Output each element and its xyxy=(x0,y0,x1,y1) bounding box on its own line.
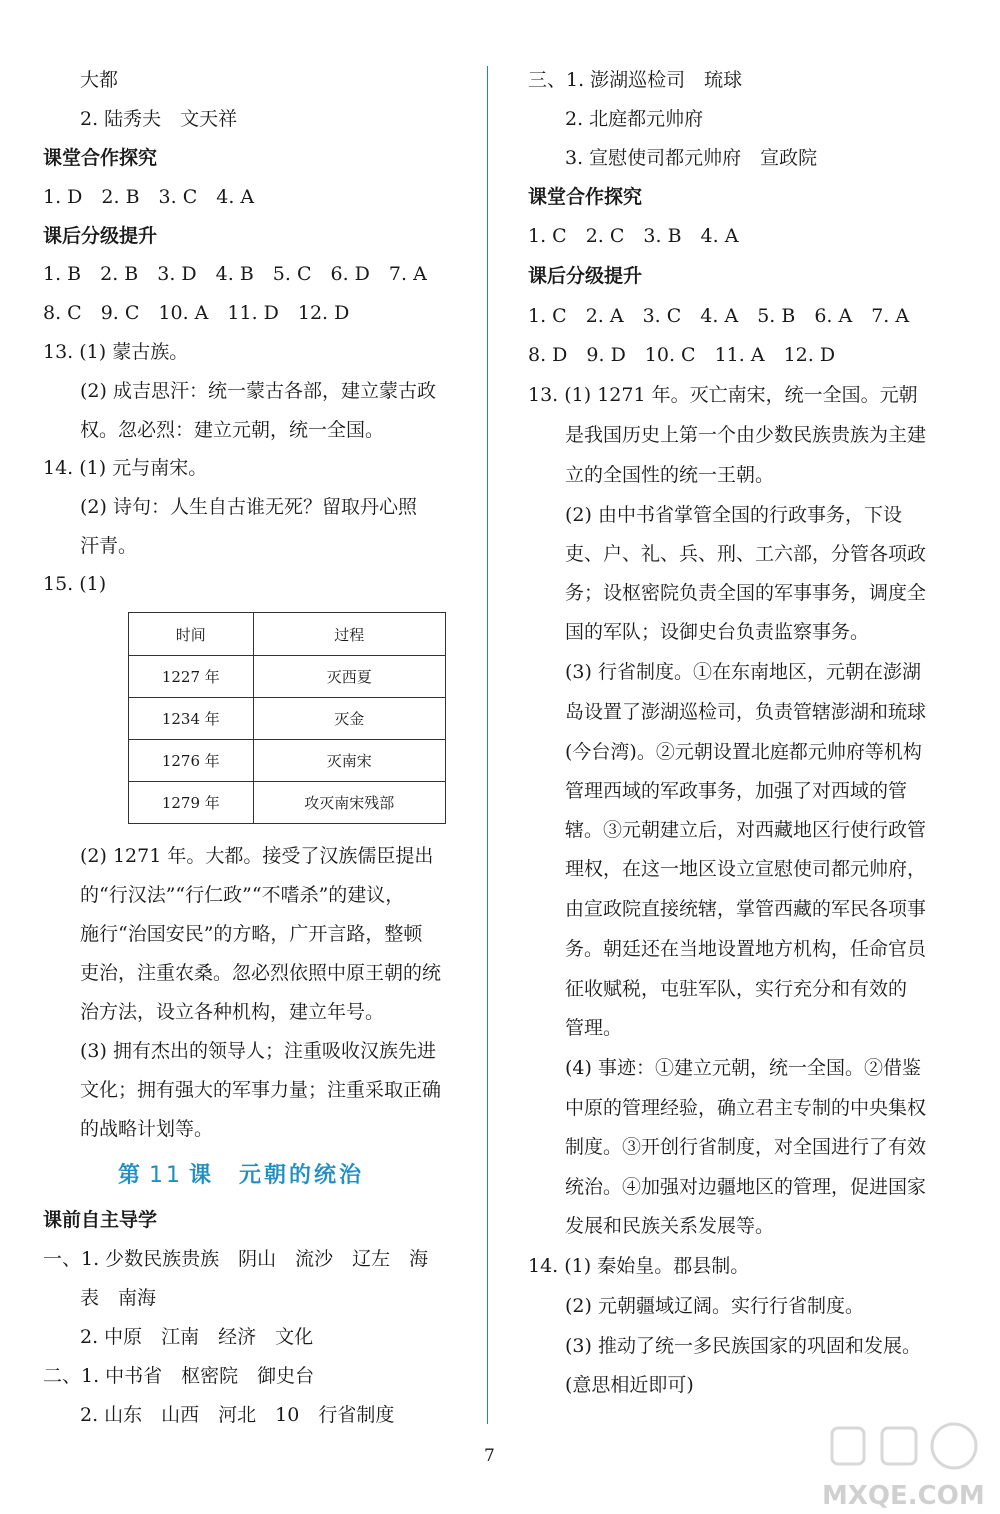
table-header-cell: 时间 xyxy=(129,613,254,656)
table-row xyxy=(129,740,446,782)
answer-line: 发展和民族关系发展等。 xyxy=(565,1215,775,1237)
table-row xyxy=(129,782,446,824)
answer-line: 3. 宣慰使司都元帅府 宣政院 xyxy=(565,147,818,169)
table-cell: 1227 年 xyxy=(129,656,254,698)
answer-line: 的战略计划等。 xyxy=(80,1118,214,1140)
section-heading: 课后分级提升 xyxy=(43,225,158,247)
table-header-row xyxy=(129,613,446,656)
answer-line: (2) 1271 年。大都。接受了汉族儒臣提出 xyxy=(80,845,434,867)
lesson-prefix: 第 xyxy=(118,1162,144,1188)
answer-line: 务。朝廷还在当地设置地方机构，任命官员 xyxy=(565,938,927,960)
answer-line: 吏治，注重农桑。忽必烈依照中原王朝的统 xyxy=(80,962,442,984)
answer-line: (2) 诗句：人生自古谁无死？留取丹心照 xyxy=(80,496,417,518)
answer-line: 1. C 2. A 3. C 4. A 5. B 6. A 7. A xyxy=(528,305,910,327)
answer-line: (2) 由中书省掌管全国的行政事务，下设 xyxy=(565,504,902,526)
answer-line: 13. (1) 1271 年。灭亡南宋，统一全国。元朝 xyxy=(528,384,918,406)
answer-line: 汗青。 xyxy=(80,535,138,557)
answer-line: (3) 行省制度。①在东南地区，元朝在澎湖 xyxy=(565,661,921,683)
lesson-name: 课 元朝的统治 xyxy=(189,1162,365,1188)
table-row xyxy=(129,698,446,740)
answer-line: 管理西域的军政事务，加强了对西域的管 xyxy=(565,780,908,802)
answer-line: 三、1. 澎湖巡检司 琉球 xyxy=(528,69,743,91)
table-cell: 1276 年 xyxy=(129,740,254,782)
table-cell: 1234 年 xyxy=(129,698,254,740)
answer-line: 2. 北庭都元帅府 xyxy=(565,108,704,130)
section-heading: 课前自主导学 xyxy=(43,1209,158,1231)
table-cell: 攻灭南宋残部 xyxy=(253,782,445,824)
answer-line: 1. D 2. B 3. C 4. A xyxy=(43,186,255,208)
watermark-url: MXQE.COM xyxy=(822,1481,985,1510)
answer-line: 二、1. 中书省 枢密院 御史台 xyxy=(43,1365,315,1387)
table-cell: 1279 年 xyxy=(129,782,254,824)
page-number: 7 xyxy=(484,1446,495,1466)
answer-line: 文化；拥有强大的军事力量；注重采取正确 xyxy=(80,1079,442,1101)
column-divider xyxy=(487,66,488,1424)
answer-line: (4) 事迹：①建立元朝，统一全国。②借鉴 xyxy=(565,1057,921,1079)
answer-line: 大都 xyxy=(80,69,119,91)
answer-line: 吏、户、礼、兵、刑、工六部，分管各项政 xyxy=(565,543,927,565)
answer-line: 的“行汉法”“行仁政”“不嗜杀”的建议， xyxy=(80,884,405,906)
answer-line: 征收赋税，屯驻军队，实行充分和有效的 xyxy=(565,978,908,1000)
table-header-cell: 过程 xyxy=(253,613,445,656)
table-cell: 灭南宋 xyxy=(253,740,445,782)
answer-line: 15. (1) xyxy=(43,573,107,595)
table-cell: 灭西夏 xyxy=(253,656,445,698)
answer-line: 岛设置了澎湖巡检司，负责管辖澎湖和琉球 xyxy=(565,701,927,723)
answer-line: 管理。 xyxy=(565,1017,623,1039)
answer-line: 8. C 9. C 10. A 11. D 12. D xyxy=(43,302,350,324)
answer-line: 2. 中原 江南 经济 文化 xyxy=(80,1326,314,1348)
answer-line: 由宣政院直接统辖，掌管西藏的军民各项事 xyxy=(565,898,927,920)
answer-line: 治方法，设立各种机构，建立年号。 xyxy=(80,1001,385,1023)
watermark-logo xyxy=(812,1418,992,1510)
answer-line: (2) 元朝疆域辽阔。实行行省制度。 xyxy=(565,1295,864,1317)
answer-line: 制度。③开创行省制度，对全国进行了有效 xyxy=(565,1136,927,1158)
answer-line: 13. (1) 蒙古族。 xyxy=(43,341,189,363)
answer-line: 14. (1) 元与南宋。 xyxy=(43,457,208,479)
lesson-number: 11 xyxy=(149,1163,184,1188)
table-cell: 灭金 xyxy=(253,698,445,740)
answer-line: 中原的管理经验，确立君主专制的中央集权 xyxy=(565,1097,927,1119)
lesson-title xyxy=(118,1158,364,1189)
answer-line: 是我国历史上第一个由少数民族贵族为主建 xyxy=(565,424,927,446)
answer-line: (3) 拥有杰出的领导人；注重吸收汉族先进 xyxy=(80,1040,436,1062)
answer-line: 统治。④加强对边疆地区的管理，促进国家 xyxy=(565,1176,927,1198)
table-row xyxy=(129,656,446,698)
section-heading: 课后分级提升 xyxy=(528,265,643,287)
answer-line: 1. C 2. C 3. B 4. A xyxy=(528,225,739,247)
answer-line: 一、1. 少数民族贵族 阴山 流沙 辽左 海 xyxy=(43,1248,429,1270)
timeline-table xyxy=(128,612,446,824)
answer-line: (3) 推动了统一多民族国家的巩固和发展。 xyxy=(565,1335,921,1357)
answer-line: 表 南海 xyxy=(80,1287,157,1309)
answer-line: 施行“治国安民”的方略，广开言路，整顿 xyxy=(80,923,423,945)
answer-line: 2. 山东 山西 河北 10 行省制度 xyxy=(80,1404,395,1426)
answer-line: 权。忽必烈：建立元朝，统一全国。 xyxy=(80,419,385,441)
answer-line: 国的军队；设御史台负责监察事务。 xyxy=(565,621,870,643)
answer-line: 立的全国性的统一王朝。 xyxy=(565,464,775,486)
answer-line: 8. D 9. D 10. C 11. A 12. D xyxy=(528,344,836,366)
answer-line: (2) 成吉思汗：统一蒙古各部，建立蒙古政 xyxy=(80,380,436,402)
answer-line: 1. B 2. B 3. D 4. B 5. C 6. D 7. A xyxy=(43,263,427,285)
answer-line: 14. (1) 秦始皇。郡县制。 xyxy=(528,1255,750,1277)
answer-line: (今台湾)。②元朝设置北庭都元帅府等机构 xyxy=(565,741,922,763)
answer-line: 2. 陆秀夫 文天祥 xyxy=(80,108,238,130)
answer-line: 理权，在这一地区设立宣慰使司都元帅府， xyxy=(565,858,927,880)
answer-line: (意思相近即可) xyxy=(565,1374,694,1396)
answer-line: 辖。③元朝建立后，对西藏地区行使行政管 xyxy=(565,819,927,841)
section-heading: 课堂合作探究 xyxy=(528,186,643,208)
answer-line: 务；设枢密院负责全国的军事事务，调度全 xyxy=(565,582,927,604)
section-heading: 课堂合作探究 xyxy=(43,147,158,169)
